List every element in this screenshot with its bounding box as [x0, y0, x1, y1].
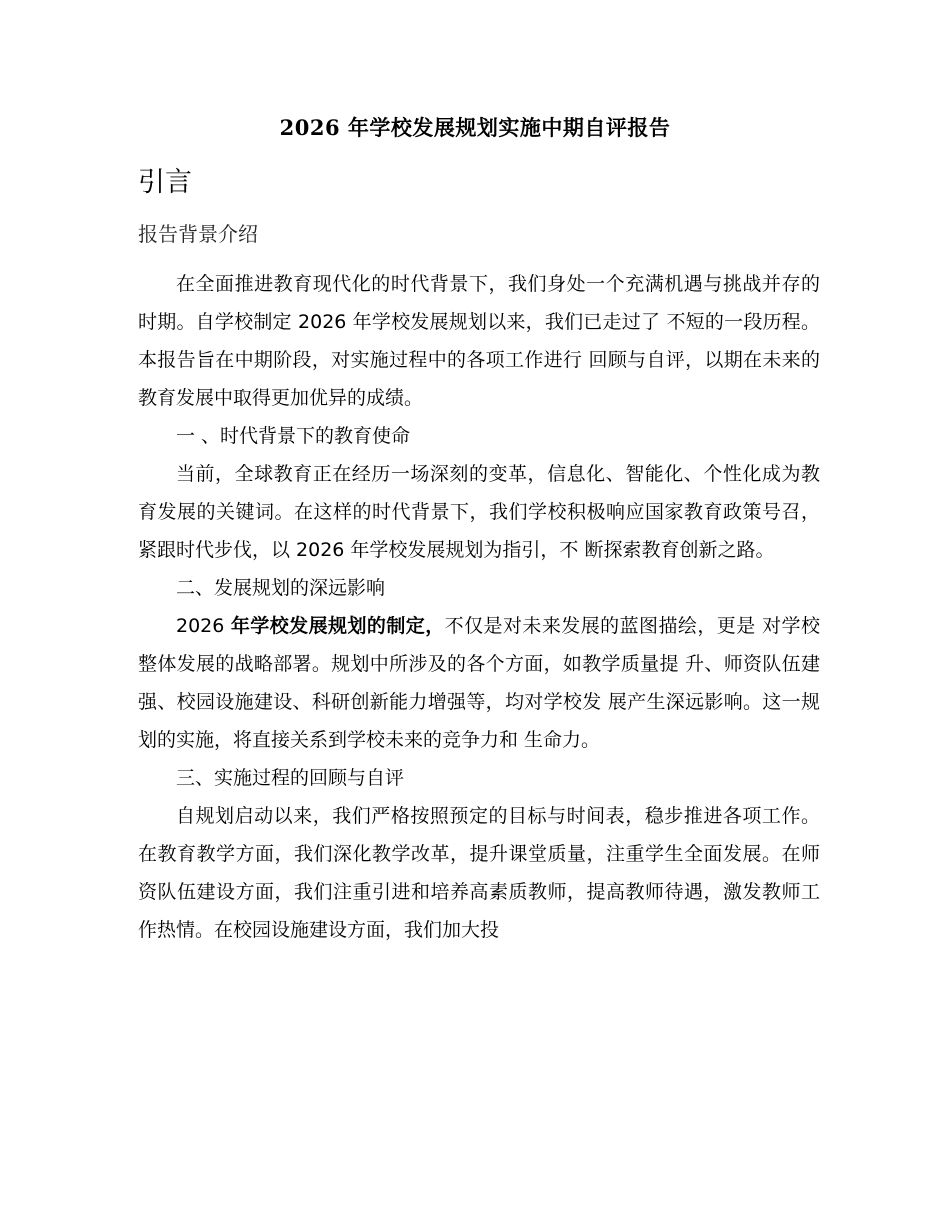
paragraph-heading: 一 、时代背景下的教育使命 [176, 425, 411, 447]
section-heading-intro: 引言 [138, 167, 192, 198]
paragraph: 当前，全球教育正在经历一场深刻的变革，信息化、智能化、个性化成为教育发展的关键词。在这样的时代背景下，我们学校积极响应国家教育政策号召，紧跟时代步伐，以 2026 年学校发展规划为指引，不 断探索教育创新之路。 [138, 463, 820, 561]
paragraph-heading: 三、实施过程的回顾与自评 [176, 767, 405, 789]
paragraph [138, 607, 820, 759]
subsection-heading-background: 报告背景介绍 [138, 222, 258, 246]
paragraph: 自规划启动以来，我们严格按照预定的目标与时间表，稳步推进各项工作。在教育教学方面，我们深化教学改革，提升课堂质量，注重学生全面发展。在师资队伍建设方面，我们注重引进和培养高素质教师，提高教师待遇，激发教师工作热情。在校园设施建设方面，我们加大投 [138, 805, 820, 941]
paragraph-heading: 二、发展规划的深远影响 [176, 577, 386, 599]
document-title: 2026 年学校发展规划实施中期自评报告 [279, 115, 671, 140]
paragraph: 在全面推进教育现代化的时代背景下，我们身处一个充满机遇与挑战并存的时期。自学校制定 2026 年学校发展规划以来，我们已走过了 不短的一段历程。本报告旨在中期阶段，对实施过程中的各项工作进行 回顾与自评，以期在未来的教育发展中取得更加优异的成绩。 [138, 273, 820, 409]
paragraph-prefix: 2026 [176, 615, 231, 637]
document-body [138, 265, 820, 949]
paragraph-text: 不仅是对未来发展的蓝图描绘，更是 对学校整体发展的战略部署。规划中所涉及的各个方面，如教学质量提 升、师资队伍建强、校园设施建设、科研创新能力增强等，均对学校发 展产生深远影响。这一规划的实施，将直接关系到学校未来的竞争力和 生命力。 [138, 615, 820, 751]
paragraph-bold-lead: 年学校发展规划的制定， [230, 615, 445, 637]
